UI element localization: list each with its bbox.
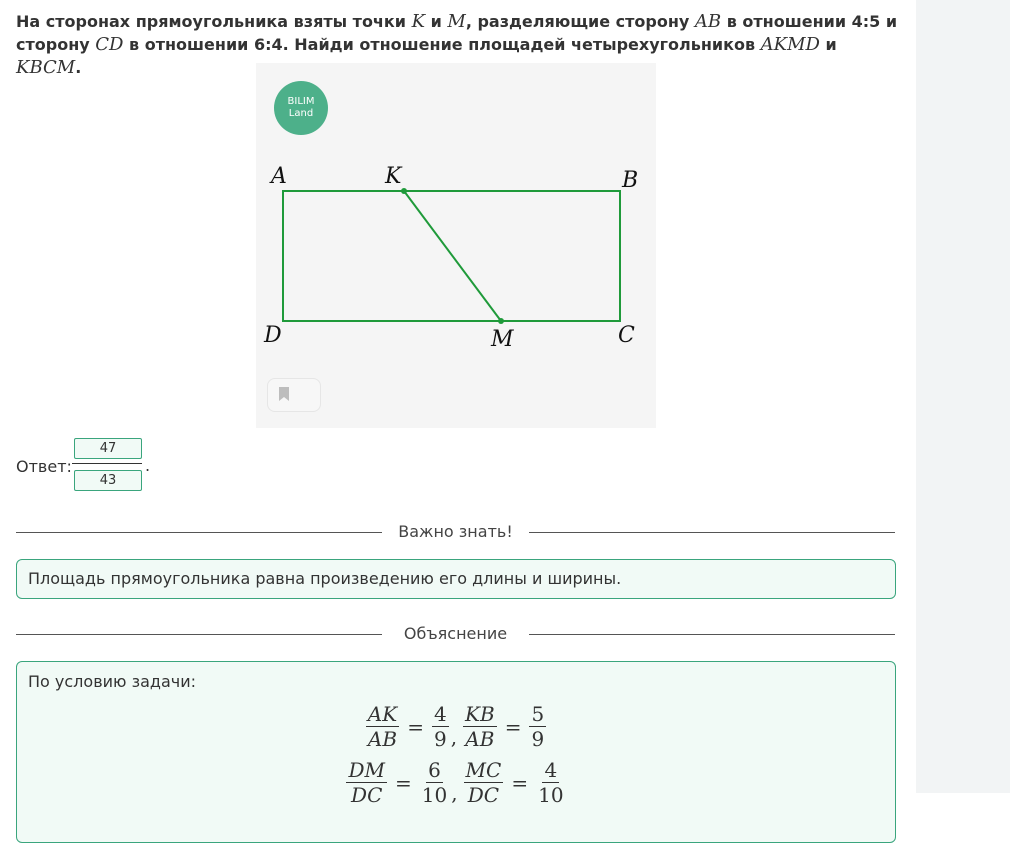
important-divider (16, 522, 895, 542)
point-M (498, 318, 504, 324)
bookmark-button[interactable] (267, 378, 321, 412)
label-A: A (271, 164, 287, 189)
explanation-title: Объяснение (403, 624, 508, 643)
explanation-box (16, 661, 896, 843)
fraction-numerator: 5 (531, 702, 545, 726)
fraction (432, 702, 449, 751)
label-K: K (385, 164, 402, 189)
bookmark-icon (278, 387, 290, 401)
numerator-input[interactable]: 47 (74, 438, 142, 459)
explanation-divider (16, 624, 895, 644)
math-CD: CD (95, 34, 124, 55)
math-KBCM: KBCM (16, 57, 76, 78)
right-sidebar (916, 0, 1010, 793)
formula-row-1 (17, 702, 895, 751)
question-part: , разделяющие сторону (465, 12, 695, 31)
equals-sign: = (407, 714, 424, 739)
comma: , (451, 780, 458, 805)
fraction-line (72, 463, 142, 464)
rectangle-diagram (256, 63, 656, 428)
fraction (420, 758, 449, 807)
math-M: M (447, 11, 466, 32)
divider-line (529, 532, 895, 533)
important-box (16, 559, 896, 599)
fraction-numerator: DM (348, 758, 385, 782)
fraction (529, 702, 546, 751)
label-C: C (618, 323, 635, 348)
fraction-denominator: AB (367, 727, 398, 751)
question-part: в отношении 6:4. Найди отношение площадей четырехугольников (123, 35, 761, 54)
fraction (463, 702, 497, 751)
fraction-denominator: DC (351, 783, 383, 807)
answer-period: . (145, 456, 151, 475)
math-AKMD: AKMD (760, 34, 820, 55)
logo-text-top: BILIM (287, 96, 315, 107)
logo-text-bottom: Land (288, 108, 314, 119)
fraction-numerator: AK (367, 702, 398, 726)
fraction-denominator: 10 (421, 783, 448, 807)
label-D: D (264, 323, 282, 348)
fraction-denominator: 9 (531, 727, 545, 751)
comma: , (450, 724, 458, 749)
important-text: Площадь прямоугольника равна произведению его длины и ширины. (28, 569, 622, 588)
divider-line (529, 634, 895, 635)
explanation-intro: По условию задачи: (28, 672, 196, 691)
question-part: . (75, 58, 82, 77)
fraction (536, 758, 565, 807)
equals-sign: = (504, 714, 522, 739)
fraction-numerator: 4 (544, 758, 558, 782)
math-K: K (411, 11, 426, 32)
important-title: Важно знать! (398, 522, 513, 541)
denominator-input[interactable]: 43 (74, 470, 142, 491)
question-part: в отношении 4:5 и сторону (16, 12, 898, 54)
fraction-numerator: 4 (433, 702, 447, 726)
question-part: и (425, 12, 448, 31)
label-M: M (491, 327, 514, 352)
fraction-denominator: AB (465, 727, 495, 751)
fraction (366, 702, 399, 751)
fraction-numerator: MC (465, 758, 502, 782)
fraction-numerator: 6 (428, 758, 441, 782)
fraction-numerator: KB (465, 702, 495, 726)
label-B: B (622, 168, 639, 193)
fraction-denominator: 10 (538, 783, 564, 807)
question-part: и (819, 35, 837, 54)
answer-label: Ответ: (16, 457, 72, 476)
point-K (401, 188, 407, 194)
geometry-figure (256, 63, 656, 428)
equals-sign: = (394, 770, 412, 795)
math-AB: AB (694, 11, 722, 32)
answer-section (16, 437, 316, 493)
fraction-denominator: DC (467, 783, 500, 807)
segment-KM (404, 191, 501, 321)
question-part: На сторонах прямоугольника взяты точки (16, 12, 412, 31)
fraction (346, 758, 387, 807)
fraction-denominator: 9 (433, 727, 447, 751)
equals-sign: = (511, 770, 529, 795)
fraction (464, 758, 504, 807)
formula-row-2 (17, 758, 895, 807)
